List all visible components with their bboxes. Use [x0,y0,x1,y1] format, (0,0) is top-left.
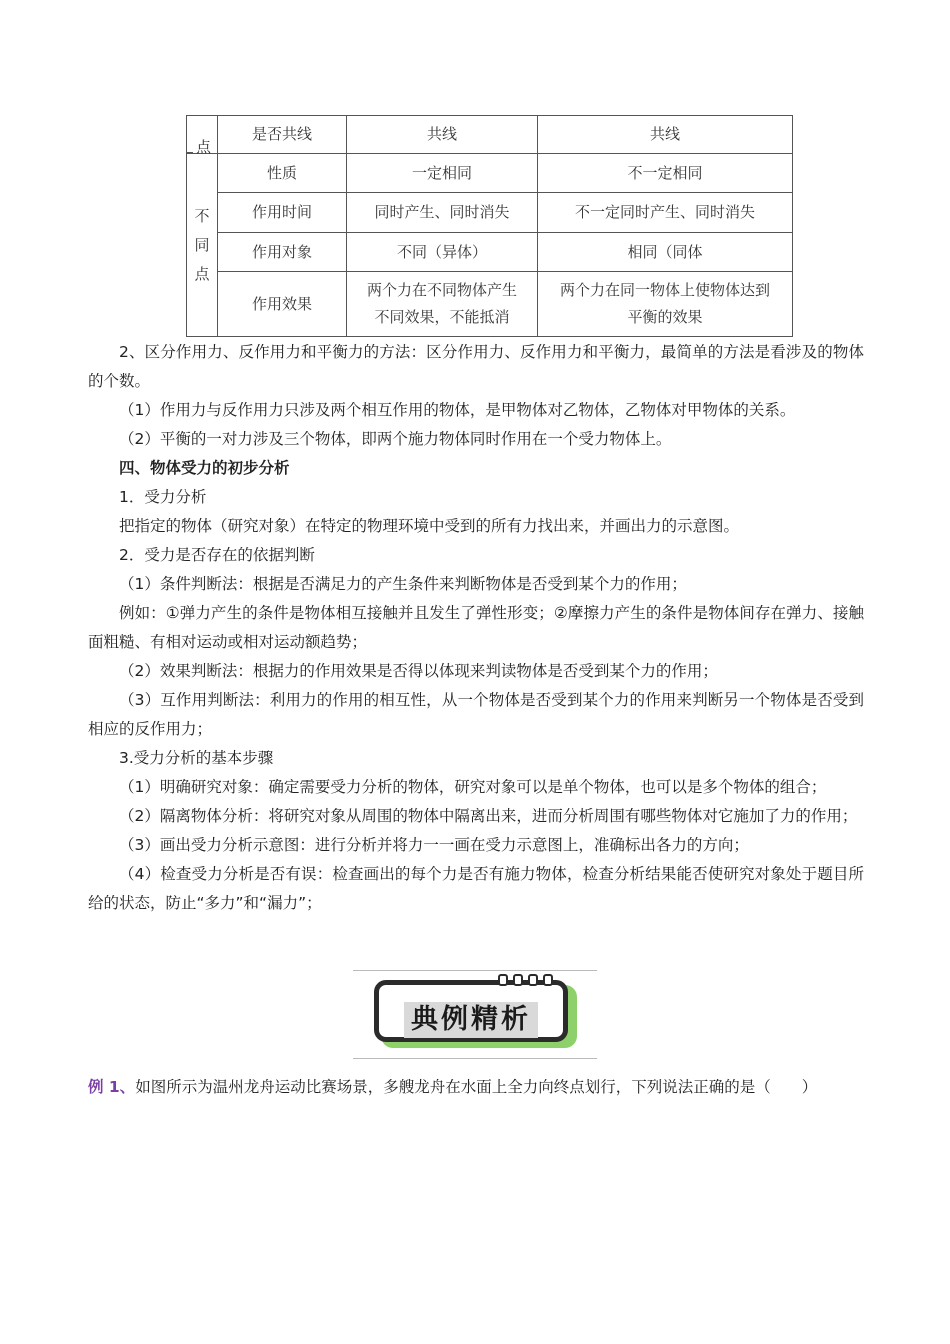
side-label-top: 点 [187,116,218,154]
paragraph: （1）条件判断法：根据是否满足力的产生条件来判断物体是否受到某个力的作用； [119,575,687,593]
cell-a: 两个力在不同物体产生 不同效果，不能抵消 [347,272,538,337]
body-text [88,338,864,918]
side-label-vertical: 不 同 点 [187,154,218,337]
example-text: 如图所示为温州龙舟运动比赛场景，多艘龙舟在水面上全力向终点划行，下列说法正确的是（ ） [135,1078,818,1096]
cell-a: 共线 [347,116,538,154]
paragraph: （1）作用力与反作用力只涉及两个相互作用的物体，是甲物体对乙物体，乙物体对甲物体的关系。 [119,401,796,419]
cell-b: 不一定相同 [538,154,793,193]
table-row [187,116,793,154]
paragraph: 例如：①弹力产生的条件是物体相互接触并且发生了弹性形变；②摩擦力产生的条件是物体间存在弹力、接触面粗糙、有相对运动或相对运动额趋势； [88,604,864,651]
cell-a: 一定相同 [347,154,538,193]
row-label: 作用对象 [218,233,347,272]
row-label: 是否共线 [218,116,347,154]
subheading: 3.受力分析的基本步骤 [119,749,274,767]
paragraph: （1）明确研究对象：确定需要受力分析的物体，研究对象可以是单个物体，也可以是多个物体的组合； [119,778,827,796]
comparison-table [186,115,793,337]
example-label: 例 1、 [88,1078,136,1096]
row-label: 作用时间 [218,193,347,233]
example-question [88,1073,864,1102]
table-row [187,272,793,337]
row-label: 作用效果 [218,272,347,337]
binder-rings-icon [498,974,556,986]
paragraph: （3）画出受力分析示意图：进行分析并将力一一画在受力示意图上，准确标出各力的方向； [119,836,749,854]
paragraph: （3）互作用判断法：利用力的作用的相互性，从一个物体是否受到某个力的作用来判断另一个物体是否受到相应的反作用力； [88,691,864,738]
row-label: 性质 [218,154,347,193]
banner-frame [374,980,568,1042]
paragraph: 把指定的物体（研究对象）在特定的物理环境中受到的所有力找出来，并画出力的示意图。 [119,517,740,535]
cell-b: 两个力在同一物体上使物体达到 平衡的效果 [538,272,793,337]
table-row [187,154,793,193]
cell-b: 共线 [538,116,793,154]
subheading: 2．受力是否存在的依据判断 [119,546,315,564]
paragraph: （2）平衡的一对力涉及三个物体，即两个施力物体同时作用在一个受力物体上。 [119,430,672,448]
table-row [187,193,793,233]
paragraph: （2）隔离物体分析：将研究对象从周围的物体中隔离出来，进而分析周围有哪些物体对它施加了力的作用； [119,807,858,825]
divider [353,1058,597,1059]
cell-a: 同时产生、同时消失 [347,193,538,233]
table-row [187,233,793,272]
cell-b: 相同（同体 [538,233,793,272]
paragraph: 2、区分作用力、反作用力和平衡力的方法：区分作用力、反作用力和平衡力，最简单的方法是看涉及的物体的个数。 [88,343,864,390]
paragraph: （4）检查受力分析是否有误：检查画出的每个力是否有施力物体，检查分析结果能否使研究对象处于题目所给的状态，防止“多力”和“漏力”； [88,865,864,912]
cell-a: 不同（异体） [347,233,538,272]
subheading: 1．受力分析 [119,488,207,506]
section-banner [353,969,597,1060]
section-heading: 四、物体受力的初步分析 [119,459,290,477]
paragraph: （2）效果判断法：根据力的作用效果是否得以体现来判读物体是否受到某个力的作用； [119,662,718,680]
banner-title: 典例精析 [411,1004,531,1035]
divider [353,970,597,971]
cell-b: 不一定同时产生、同时消失 [538,193,793,233]
